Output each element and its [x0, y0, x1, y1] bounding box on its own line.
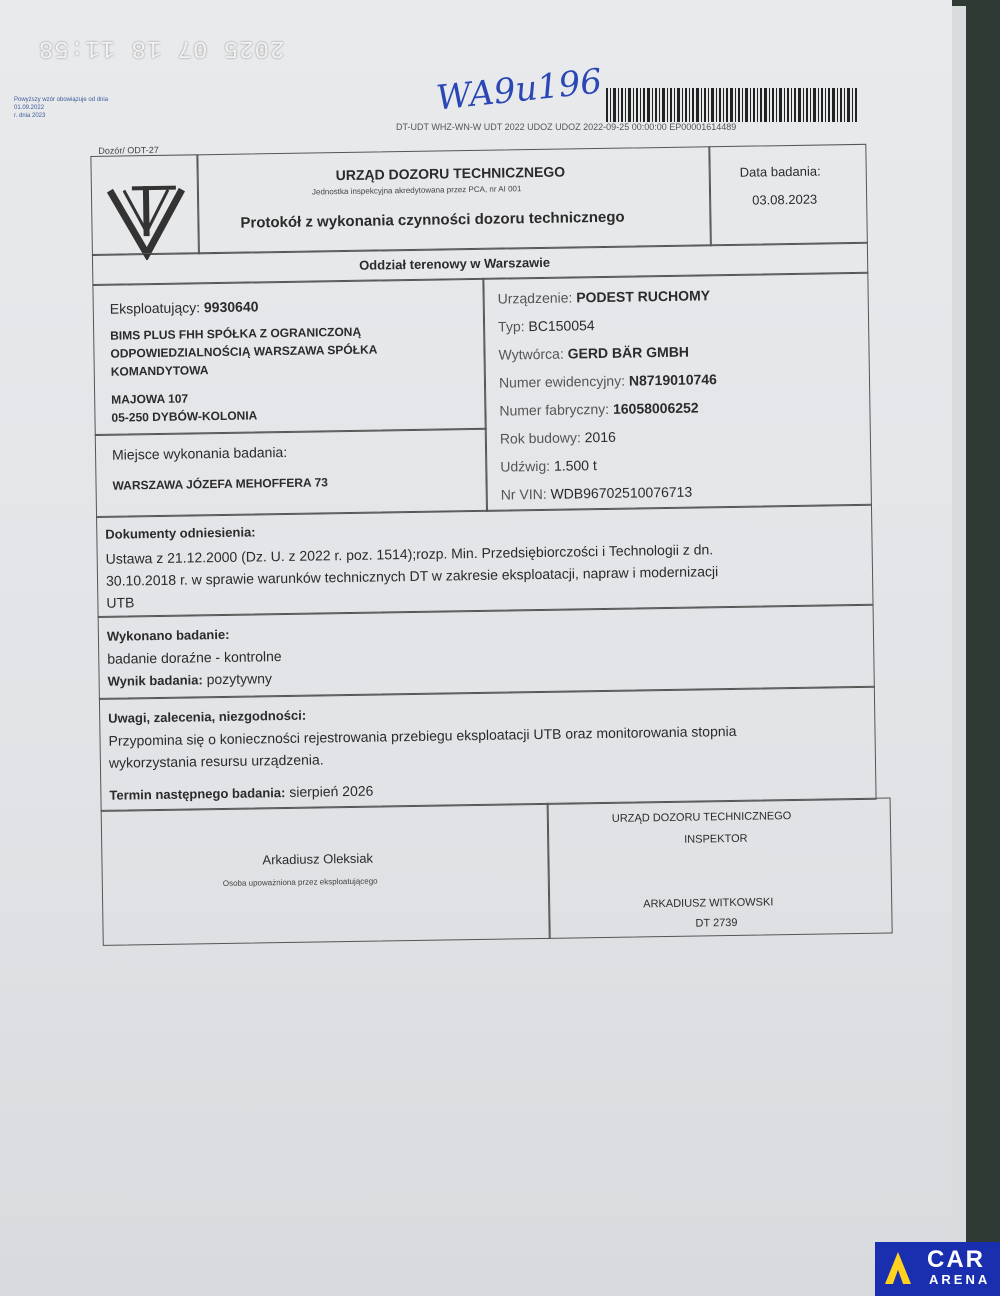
top-left-note: Powyższy wzór obowiązuje od dnia 01.09.2022 r. dnia 2023 [14, 97, 109, 119]
document-title: Protokół z wykonania czynności dozoru technicznego [240, 208, 625, 232]
org-name: URZĄD DOZORU TECHNICZNEGO [335, 163, 566, 184]
location-cell [95, 428, 488, 518]
operator-signatory: Arkadiusz Oleksiak [262, 850, 374, 868]
branch-name: Oddział terenowy w Warszawie [359, 254, 551, 273]
device-row: Nr VIN: WDB96702510076713 [500, 483, 693, 503]
barcode [606, 88, 860, 122]
inspector-id: DT 2739 [695, 916, 738, 930]
references-title: Dokumenty odniesienia: [105, 524, 256, 542]
logo-cell [90, 154, 200, 256]
header-title-cell [196, 146, 712, 254]
photo-timestamp: 2025 07 18 11:58 [38, 34, 285, 61]
location-value: WARSZAWA JÓZEFA MEHOFFERA 73 [112, 475, 329, 493]
watermark-line1: CAR [927, 1246, 985, 1273]
operator-id: 9930640 [203, 298, 259, 316]
references-cell [96, 504, 874, 618]
inspector-signature-cell [547, 798, 893, 939]
device-row: Numer fabryczny: 16058006252 [499, 399, 699, 419]
location-label: Miejsce wykonania badania: [111, 443, 288, 463]
form-code: Dozór/ ODT-27 [98, 144, 159, 156]
operator-label: Eksploatujący: 9930640 [109, 298, 259, 317]
date-cell [708, 144, 868, 246]
inspection-result: Wynik badania: pozytywny [107, 670, 273, 689]
inspector-name: ARKADIUSZ WITKOWSKI [643, 896, 774, 911]
device-row: Udźwig: 1.500 t [500, 457, 597, 475]
watermark-line2: ARENA [929, 1272, 991, 1287]
device-row: Numer ewidencyjny: N8719010746 [498, 371, 718, 391]
references-line: 30.10.2018 r. w sprawie warunków technicznych DT w zakresie eksploatacji, napraw i modernizacji [105, 563, 719, 589]
org-subtitle: Jednostka inspekcyjna akredytowana przez PCA, nr AI 001 [311, 184, 522, 197]
inspection-performed-label: Wykonano badanie: [106, 626, 230, 644]
handwritten-number: WA9u196 [434, 61, 604, 119]
operator-cell [92, 278, 486, 436]
operator-name-3: KOMANDYTOWA [110, 363, 209, 379]
operator-name-2: ODPOWIEDZIALNOŚCIĄ WARSZAWA SPÓŁKA [110, 342, 378, 361]
date-value: 03.08.2023 [752, 191, 818, 208]
operator-address-1: MAJOWA 107 [111, 391, 189, 407]
protocol-form [90, 120, 893, 952]
device-row: Wytwórca: GERD BÄR GMBH [498, 343, 690, 363]
next-inspection: Termin następnego badania: sierpień 2026 [109, 782, 374, 803]
device-row: Typ: BC150054 [497, 317, 595, 335]
barcode-caption: DT-UDT WHZ-WN-W UDT 2022 UDOZ UDOZ 2022-09-25 00:00:00 EP00001614489 [396, 122, 737, 132]
operator-address-2: 05-250 DYBÓW-KOLONIA [111, 408, 258, 425]
operator-signature-cell [101, 803, 551, 946]
references-line: Ustawa z 21.12.2000 (Dz. U. z 2022 r. poz. 1514);rozp. Min. Przedsiębiorczości i Technologii z dn. [105, 541, 714, 567]
remarks-line: Przypomina się o konieczności rejestrowania przebiegu eksploatacji UTB oraz monitorowania stopnia [108, 722, 737, 749]
remarks-cell [99, 686, 877, 812]
car-arena-mark-icon [883, 1250, 913, 1286]
remarks-title: Uwagi, zalecenia, niezgodności: [108, 707, 307, 726]
date-label: Data badania: [739, 163, 821, 180]
operator-signatory-caption: Osoba upoważniona przez eksploatującego [222, 876, 378, 889]
car-arena-logo [875, 1242, 1000, 1296]
device-cell [482, 272, 872, 512]
device-row: Rok budowy: 2016 [499, 428, 616, 447]
inspector-org: URZĄD DOZORU TECHNICZNEGO [611, 810, 792, 825]
inspection-cell [98, 604, 875, 700]
udt-logo-icon [106, 180, 187, 261]
operator-name-1: BIMS PLUS FHH SPÓŁKA Z OGRANICZONĄ [110, 324, 362, 343]
device-row: Urządzenie: PODEST RUCHOMY [497, 287, 711, 307]
inspection-performed-value: badanie doraźne - kontrolne [107, 648, 282, 667]
references-line: UTB [106, 594, 135, 611]
remarks-line: wykorzystania resursu urządzenia. [108, 751, 324, 771]
inspector-role: INSPEKTOR [684, 832, 748, 846]
